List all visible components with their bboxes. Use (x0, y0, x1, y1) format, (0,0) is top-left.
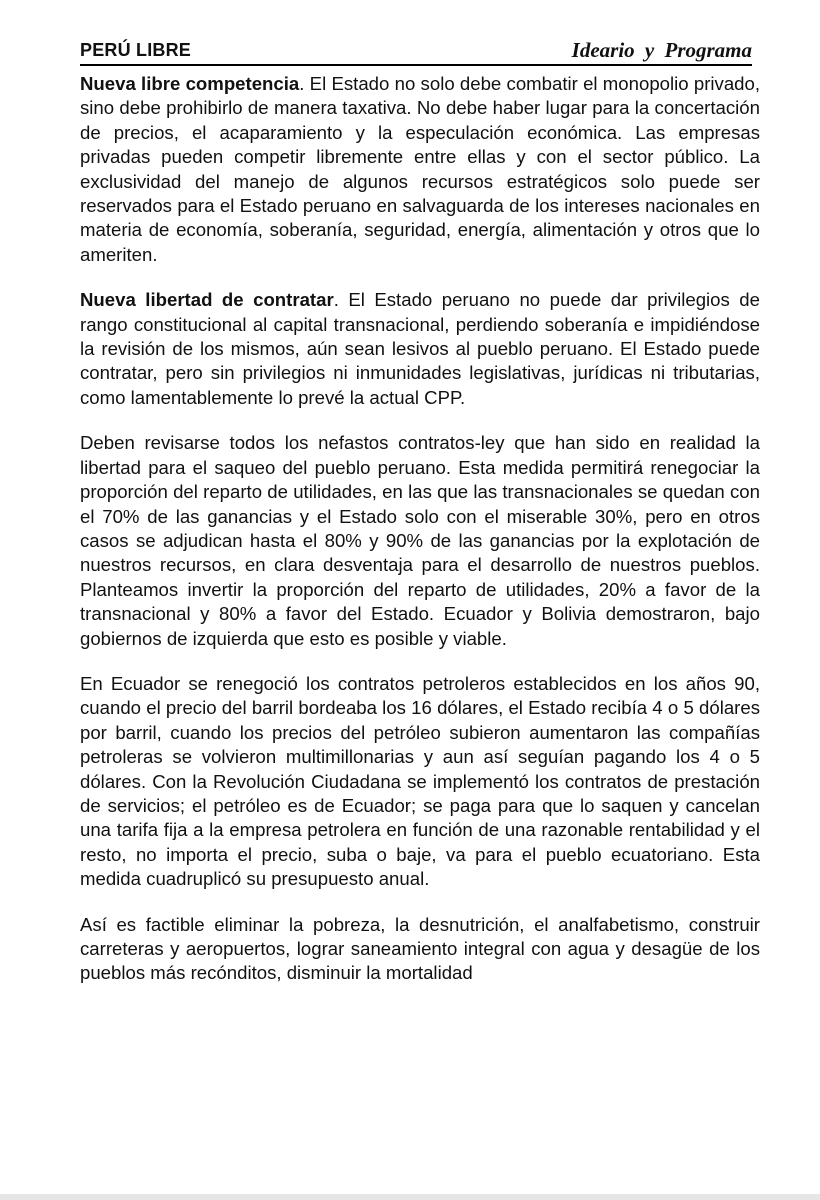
paragraph-heading: Nueva libre competencia (80, 73, 300, 94)
paragraph-heading: Nueva libertad de contratar (80, 289, 334, 311)
paragraph-text: En Ecuador se renegoció los contratos petroleros establecidos en los años 90, cuando el precio del barril bordeaba los 16 dólares, el Estado recibía 4 o 5 dólares por barril, cuando los precios del petróleo subieron aumentaron las compañías petroleras se volvieron multimillonarias y aun así seguían pagando los 4 o 5 dólares. Con la Revolución Ciudadana se implementó los contratos de prestación de servicios; el petróleo es de Ecuador; se paga para que lo saquen y cancelan una tarifa fija a la empresa petrolera en función de una razonable rentabilidad y el resto, no importa el precio, suba o baje, va para el pueblo ecuatoriano. Esta medida cuadruplicó su presupuesto anual. (80, 672, 760, 890)
paragraph-text: . El Estado no solo debe combatir el monopolio privado, sino debe prohibirlo de manera taxativa. No debe haber lugar para la concertación de precios, el acaparamiento y la especulación económica. Las empresas privadas pueden competir libremente entre ellas y con el sector público. La exclusividad del manejo de algunos recursos estratégicos solo puede ser reservados para el Estado peruano en salvaguarda de los intereses nacionales en materia de economía, soberanía, seguridad, energía, alimentación y otros que lo ameriten. (80, 73, 761, 265)
page-header (80, 38, 752, 66)
paragraph-ecuador (80, 672, 760, 892)
page-bottom-edge (0, 1194, 820, 1200)
paragraph-competencia (80, 72, 760, 267)
document-title: Ideario y Programa (571, 38, 752, 62)
paragraph-contratar (80, 288, 760, 410)
paragraph-text: Así es factible eliminar la pobreza, la desnutrición, el analfabetismo, construir carreteras y aeropuertos, lograr saneamiento integral con agua y desagüe de los pueblos más recónditos, disminuir la mortalidad (80, 913, 760, 984)
paragraph-text: Deben revisarse todos los nefastos contratos-ley que han sido en realidad la libertad para el saqueo del pueblo peruano. Esta medida permitirá renegociar la proporción del reparto de utilidades, en las que las transnacionales se quedan con el 70% de las ganancias y el Estado solo con el miserable 30%, pero en otros casos se adjudican hasta el 80% y 90% de las ganancias por la explotación de nuestros recursos, en clara desventaja para el desarrollo de nuestros pueblos. Planteamos invertir la proporción del reparto de utilidades, 20% a favor de la transnacional y 80% a favor del Estado. Ecuador y Bolivia demostraron, bajo gobiernos de izquierda que esto es posible y viable. (80, 432, 760, 649)
party-name: PERÚ LIBRE (80, 40, 192, 60)
paragraph-contratos-ley (80, 431, 760, 651)
body-text (80, 72, 760, 1007)
paragraph-pobreza (80, 913, 760, 986)
paragraph-text: . El Estado peruano no puede dar privilegios de rango constitucional al capital transnacional, perdiendo soberanía e impidiéndose la revisión de los mismos, aún sean lesivos al pueblo peruano. El Estado puede contratar, pero sin privilegios ni inmunidades legislativas, jurídicas ni tributarias, como lamentablemente lo prevé la actual CPP. (80, 289, 760, 408)
